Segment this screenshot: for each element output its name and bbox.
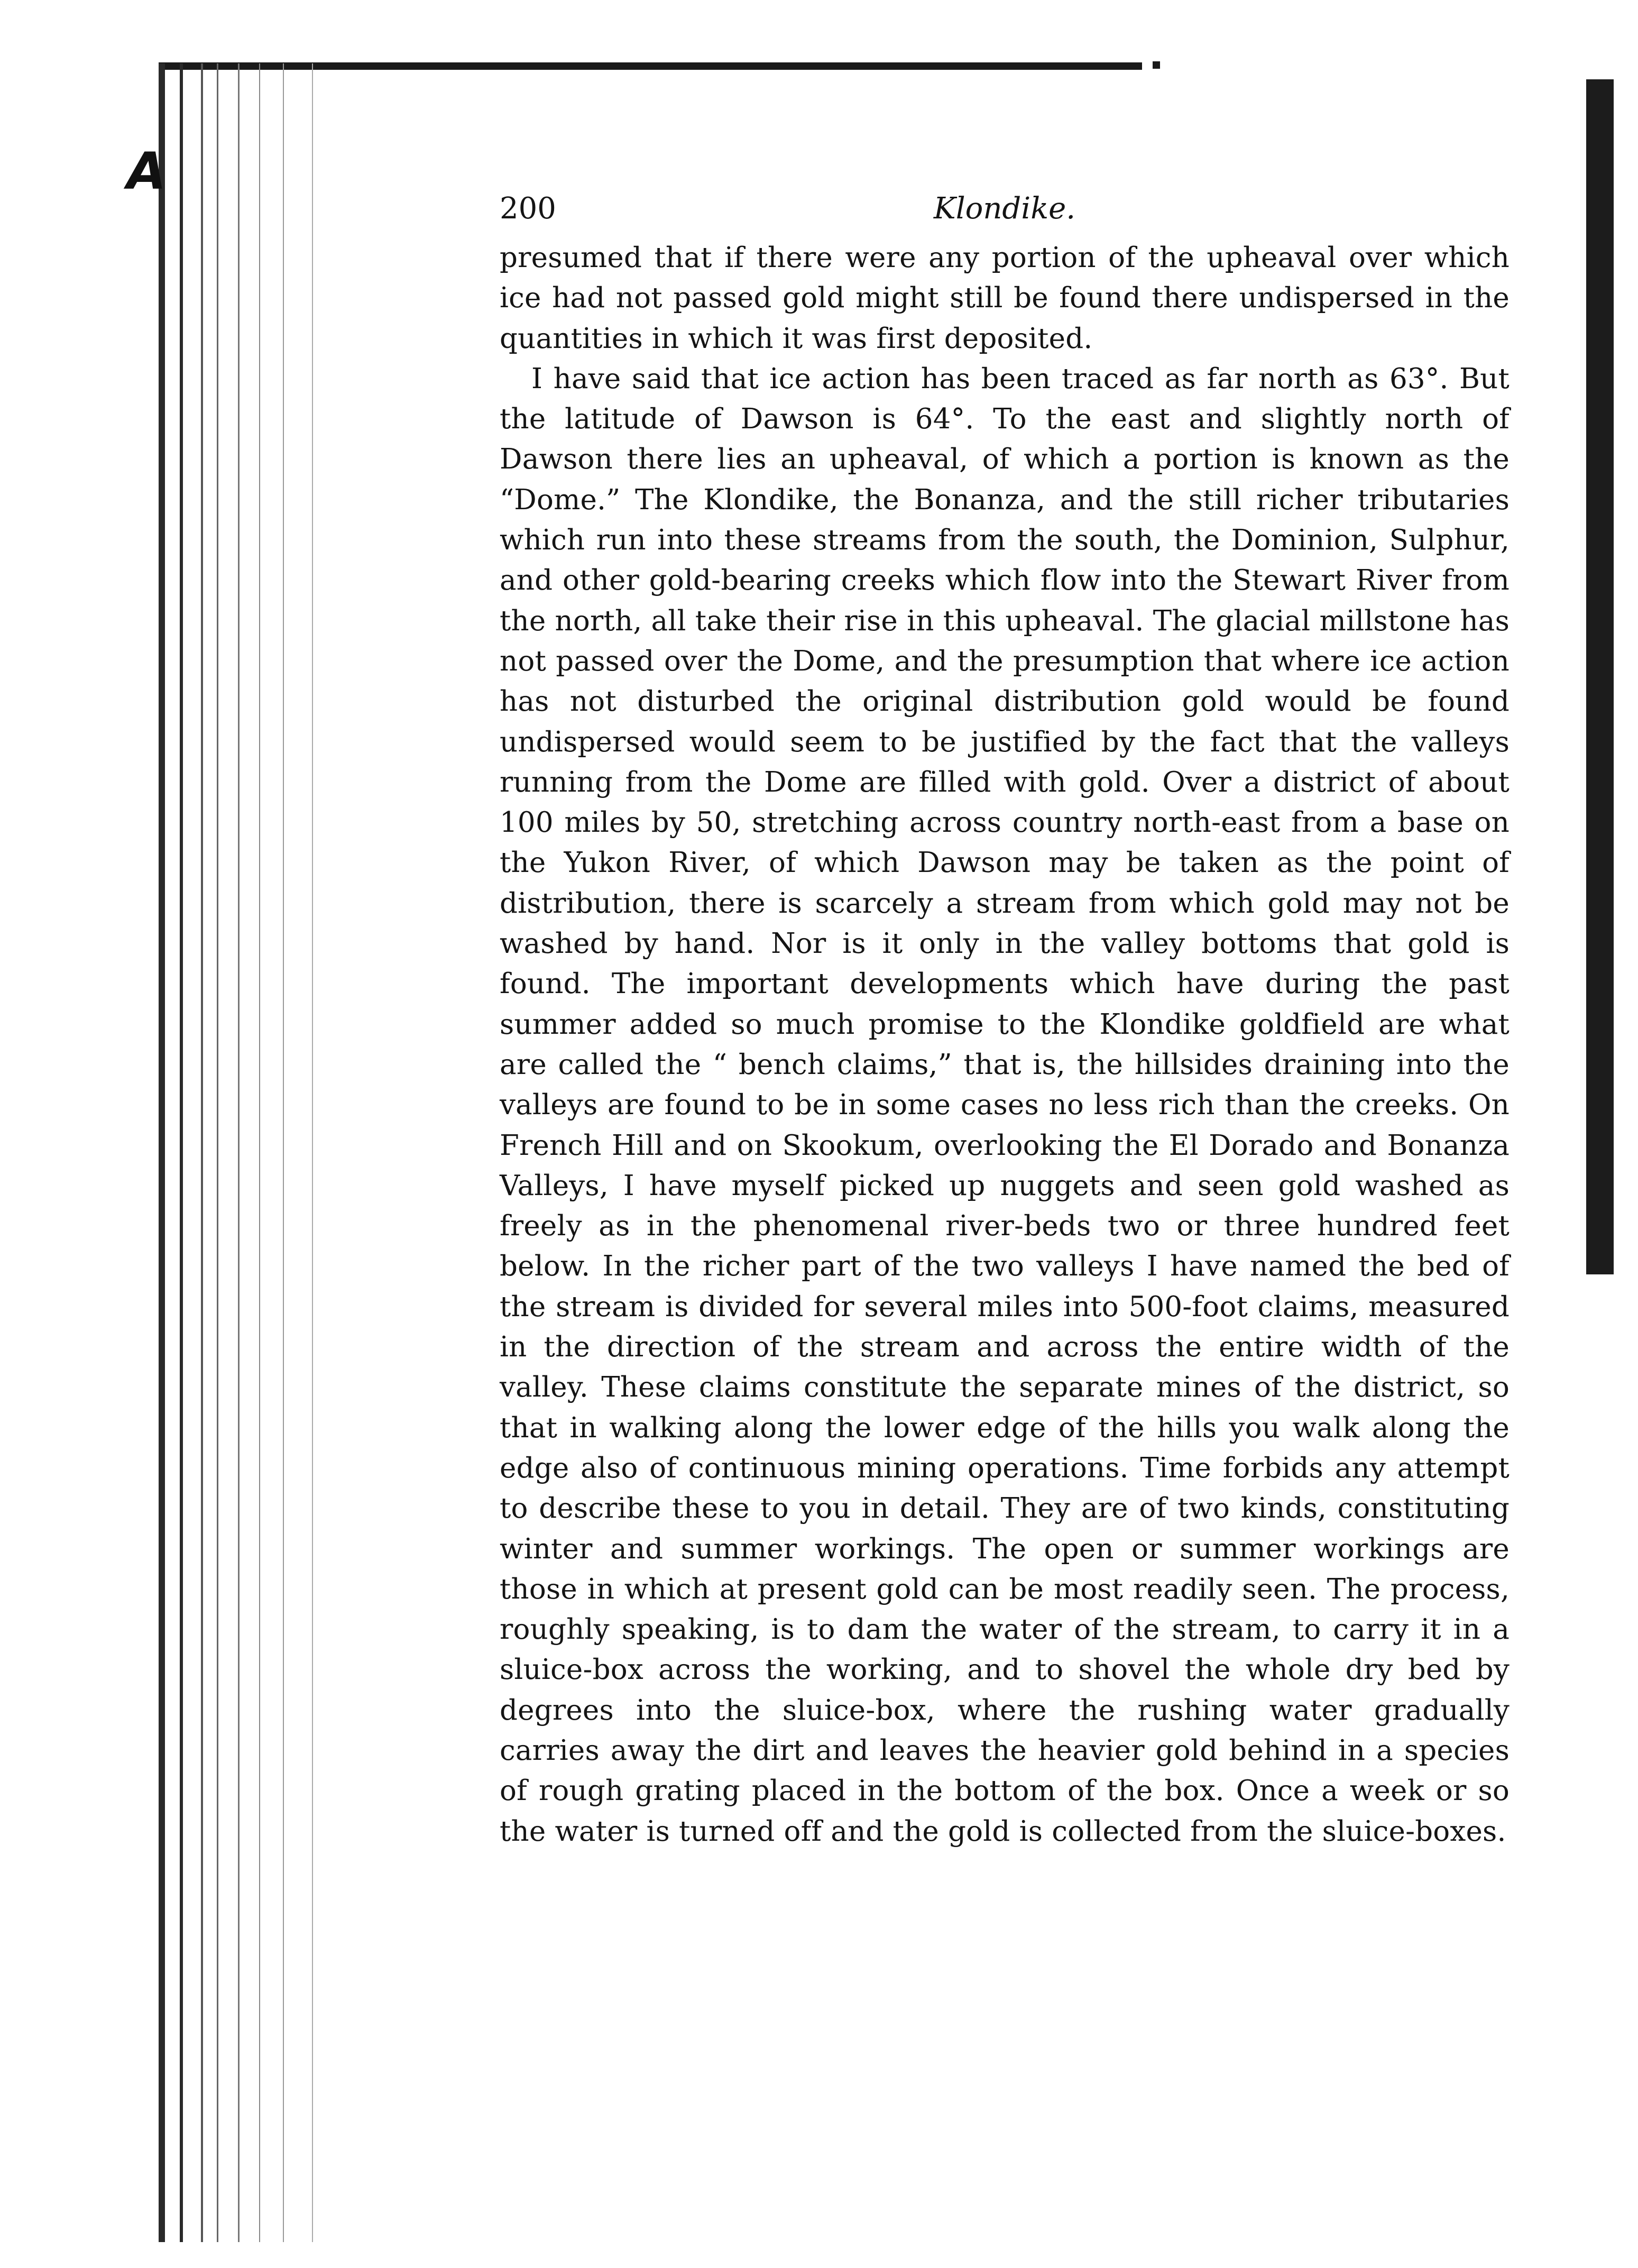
binding-line xyxy=(283,63,284,2242)
binding-line xyxy=(217,63,218,2242)
page-content xyxy=(500,180,1510,1852)
binding-line xyxy=(259,63,260,2242)
binding-line xyxy=(159,63,165,2242)
paragraph-continued: presumed that if there were any portion of the upheaval over which ice had not passed gold might still be found there undispersed in the quantities in which it was first deposited. xyxy=(500,242,1510,355)
binding-line xyxy=(312,63,313,2242)
scan-top-dot xyxy=(1153,61,1160,69)
binding-line xyxy=(201,63,203,2242)
paragraph: I have said that ice action has been traced as far north as 63°. But the latitude of Dawson is 64°. To the east and slightly north of Dawson there lies an upheaval, of which a portion is known as the “Dome.” The Klondike, the Bonanza, and the still richer tributaries which run into these streams from the south, the Dominion, Sulphur, and other gold-bearing creeks which flow into the Stewart River from the north, all take their rise in this upheaval. The glacial millstone has not passed over the Dome, and the presumption that where ice action has not disturbed the original distribution gold would be found undispersed would seem to be justified by the fact that the valleys running from the Dome are filled with gold. Over a district of about 100 miles by 50, stretching across country north-east from a base on the Yukon River, of which Dawson may be taken as the point of distribution, there is scarcely a stream from which gold may not be washed by hand. Nor is it only in the valley bottoms that gold is found. The important developments which have during the past summer added so much promise to the Klondike goldfield are what are called the “ bench claims,” that is, the hillsides draining into the valleys are found to be in some cases no less rich than the creeks. On French Hill and on Skookum, overlooking the El Dorado and Bonanza Valleys, I have myself picked up nuggets and seen gold washed as freely as in the phenomenal river-beds two or three hundred feet below. In the richer part of the two valleys I have named the bed of the stream is divided for several miles into 500-foot claims, measured in the direction of the stream and across the entire width of the valley. These claims constitute the separate mines of the district, so that in walking along the lower edge of the hills you walk along the edge also of continuous mining operations. Time forbids any attempt to describe these to you in detail. They are of two kinds, constituting winter and summer workings. The open or summer workings are those in which at present gold can be most readily seen. The process, roughly speaking, is to dam the water of the stream, to carry it in a sluice-box across the working, and to shovel the whole dry bed by degrees into the sluice-box, where the rushing water gradually carries away the dirt and leaves the heavier gold behind in a species of rough grating placed in the bottom of the box. Once a week or so the water is turned off and the gold is collected from the sluice-boxes. xyxy=(500,362,1510,1848)
body-text xyxy=(500,238,1510,1852)
scan-right-edge-bar xyxy=(1586,79,1614,1274)
binding-line xyxy=(180,63,183,2242)
page-number: 200 xyxy=(500,191,556,226)
running-title: Klondike. xyxy=(933,191,1076,226)
running-head xyxy=(500,180,1510,238)
binding-edge-stack xyxy=(159,63,349,2242)
binding-line xyxy=(238,63,240,2242)
handwritten-page-mark: A xyxy=(127,142,167,201)
